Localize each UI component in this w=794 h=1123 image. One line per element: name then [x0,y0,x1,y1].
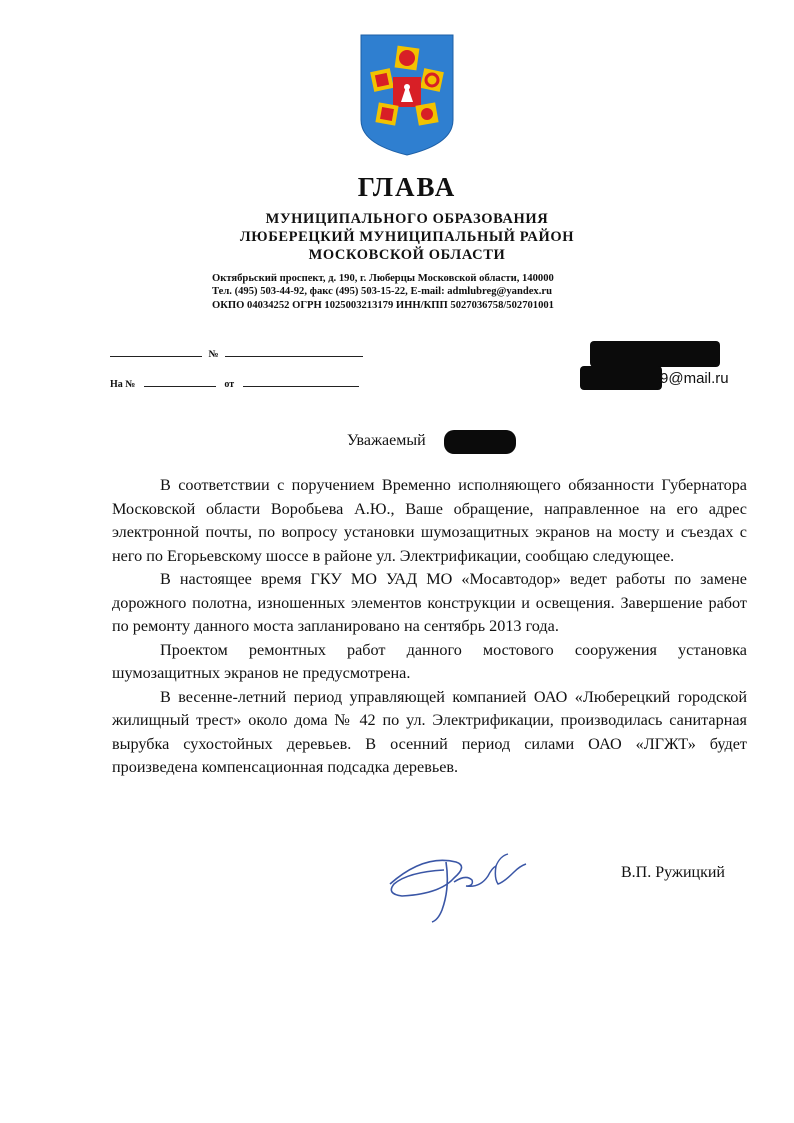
number-sign: № [208,349,219,360]
body-paragraph-4: В весенне-летний период управляющей компанией ОАО «Люберецкий городской жилищный трест» около дома № 42 по ул. Электрификации, производилась санитарная вырубка сухостойных деревьев. В осенний период силами ОАО «ЛГЖТ» будет произведена компенсационная подсадка деревьев. [112,687,747,776]
signer-name: В.П. Ружицкий [621,864,725,881]
body-paragraph-3: Проектом ремонтных работ данного мостового сооружения установка шумозащитных экранов не предусмотрена. [112,640,747,682]
address-line-2: Тел. (495) 503-44-92, факс (495) 503-15-22, E-mail: admlubreg@yandex.ru [212,286,552,297]
salutation-name-redaction [444,430,516,454]
coat-of-arms-icon [357,32,457,158]
subtitle-line-3: МОСКОВСКОЙ ОБЛАСТИ [308,247,506,263]
subtitle-line-1: МУНИЦИПАЛЬНОГО ОБРАЗОВАНИЯ [265,211,549,227]
number-blank [225,346,363,357]
recipient-email: 9@mail.ru [660,370,729,387]
date-blank [110,346,202,357]
outgoing-number-row [110,346,363,361]
body-paragraph-2: В настоящее время ГКУ МО УАД МО «Мосавтодор» ведет работы по замене дорожного полотна, изношенных элементов конструкции и освещения. Завершение работ по ремонту данного моста запланировано на сентябрь 2013 года. [112,570,747,635]
salutation: Уважаемый [347,432,426,449]
document-title: ГЛАВА [357,172,457,202]
reply-date-blank [243,376,359,387]
subtitle-line-2: ЛЮБЕРЕЦКИЙ МУНИЦИПАЛЬНЫЙ РАЙОН [239,229,575,245]
reply-number-blank [144,376,216,387]
recipient-name-redaction [590,341,720,367]
from-label: от [224,379,235,390]
signature-icon [384,848,534,928]
reply-to-label: На № [110,379,136,390]
recipient-email-redaction [580,366,662,390]
address-line-3: ОКПО 04034252 ОГРН 1025003213179 ИНН/КПП 5027036758/502701001 [212,300,554,311]
reply-reference-row [110,376,359,391]
body-paragraph-1: В соответствии с поручением Временно исполняющего обязанности Губернатора Московской области Воробьева А.Ю., Ваше обращение, направленное на его адрес электронной почты, по вопросу установки шумозащитных экранов на мосту и съездах с него по Егорьевскому шоссе в районе ул. Электрификации, сообщаю следующее. [112,476,747,565]
address-line-1: Октябрьский проспект, д. 190, г. Люберцы Московской области, 140000 [212,273,554,284]
letter-body [112,474,747,780]
